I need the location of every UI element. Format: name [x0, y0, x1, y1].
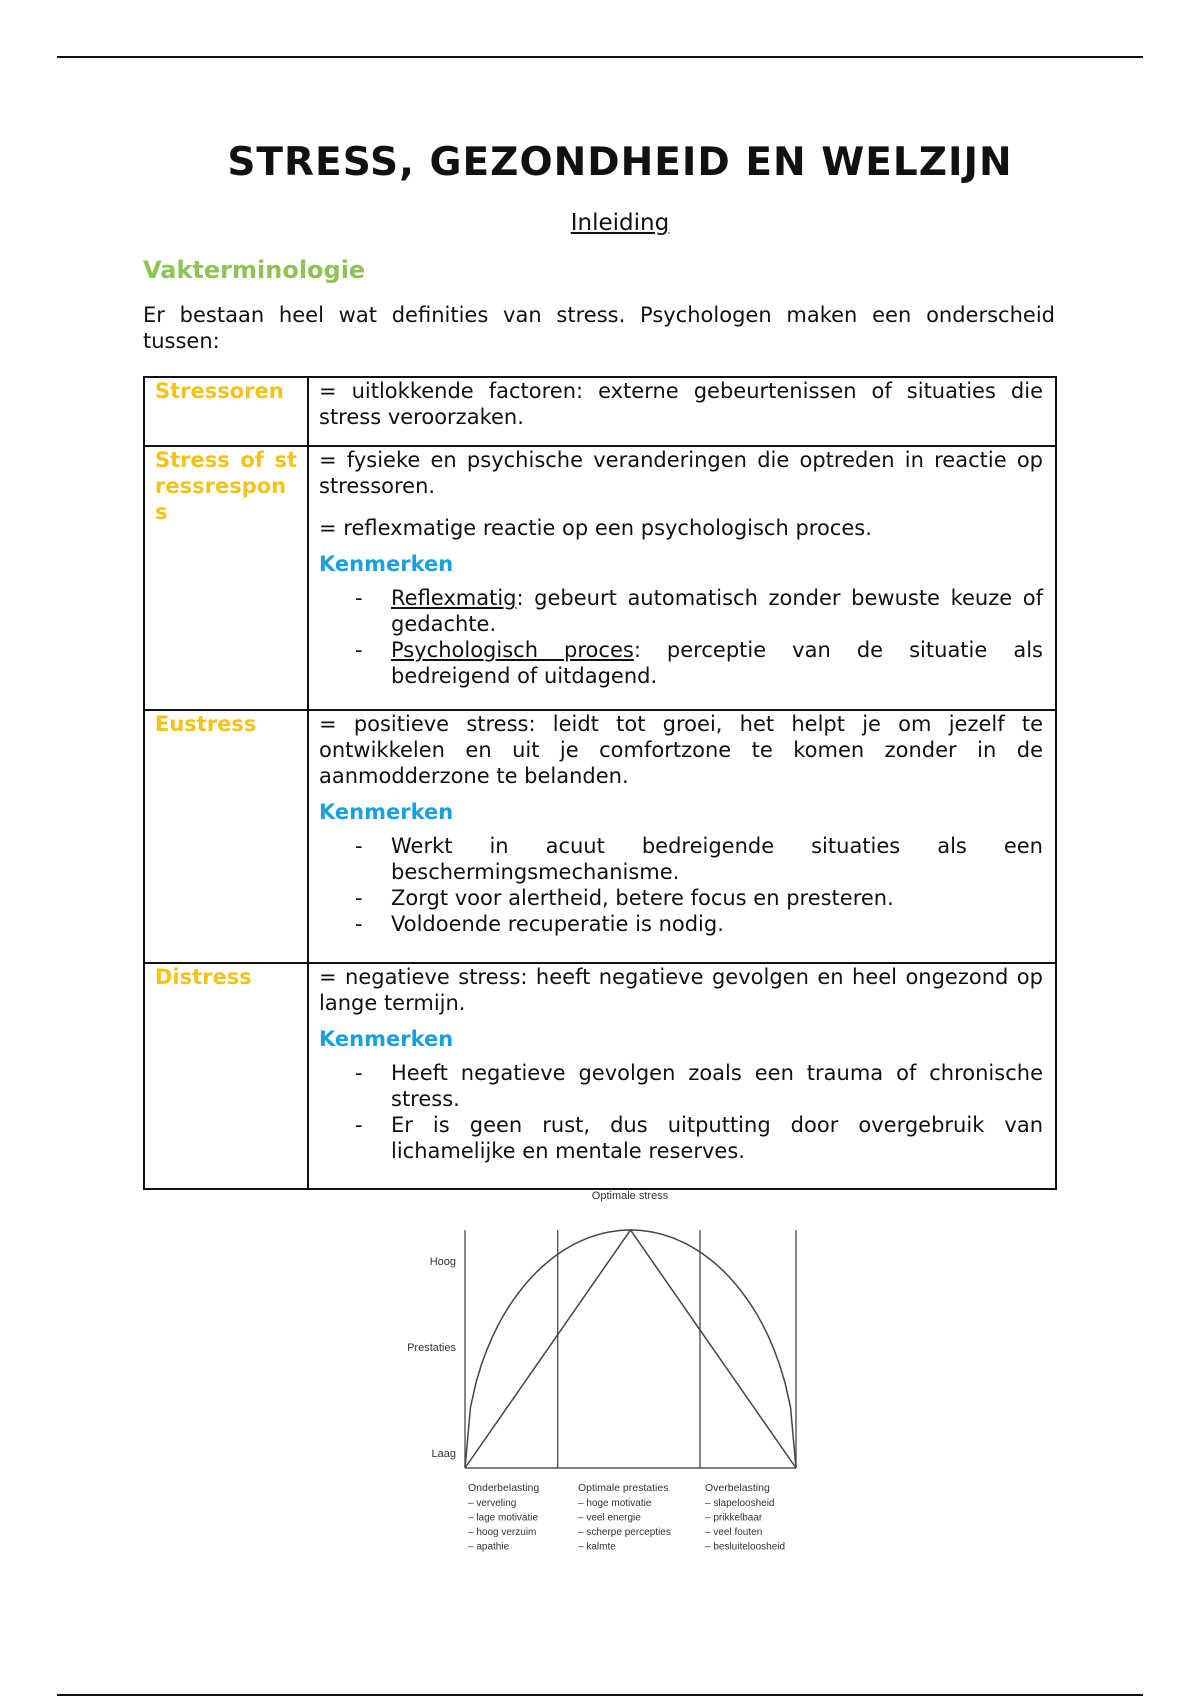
list-item [391, 585, 1043, 637]
zone-item: – scherpe percepties [578, 1527, 671, 1538]
list-item: - Zorgt voor alertheid, betere focus en presteren. [391, 885, 1043, 911]
zone-label: Optimale prestaties [578, 1482, 669, 1494]
list-item: - Voldoende recuperatie is nodig. [391, 911, 1043, 937]
list-item-term: Reflexmatig [391, 586, 517, 610]
term-cell: Stress of stressrespons [144, 446, 308, 710]
zone-item: – veel fouten [705, 1527, 763, 1538]
zone-item: – hoge motivatie [578, 1498, 652, 1509]
y-axis-label: Prestaties [407, 1342, 456, 1354]
zone-item: – slapeloosheid [705, 1498, 775, 1509]
table-row [144, 710, 1056, 963]
document-title: STRESS, GEZONDHEID EN WELZIJN [227, 140, 1013, 185]
zone-item: – veel energie [578, 1512, 641, 1524]
zone-item: – verveling [468, 1498, 517, 1509]
definition-cell [308, 377, 1056, 446]
list-item: - Werkt in acuut bedreigende situaties als een beschermingsmechanisme. [391, 833, 1043, 885]
section-heading: Vakterminologie [143, 256, 366, 284]
definition-text: = positieve stress: leidt tot groei, het helpt je om jezelf te ontwikkelen en uit je comfortzone te komen zonder in de aanmodderzone te belanden. [319, 712, 1043, 788]
kenmerken-heading: Kenmerken [319, 800, 454, 824]
table-row [144, 446, 1056, 710]
definition-cell [308, 446, 1056, 710]
chart-title: Optimale stress [591, 1190, 669, 1202]
terminology-table [143, 376, 1057, 1190]
kenmerken-heading: Kenmerken [319, 552, 454, 576]
kenmerken-list [319, 1060, 1043, 1164]
definition-text: = negatieve stress: heeft negatieve gevolgen en heel ongezond op lange termijn. [319, 965, 1043, 1015]
list-item: - Heeft negatieve gevolgen zoals een trauma of chronische stress. [391, 1060, 1043, 1112]
y-tick-label: Hoog [429, 1256, 456, 1268]
zone-item: – lage motivatie [468, 1512, 539, 1524]
zone-item: – hoog verzuim [468, 1527, 537, 1538]
definition-text: = uitlokkende factoren: externe gebeurtenissen of situaties die stress veroorzaken. [319, 379, 1043, 429]
zone-item: – kalmte [578, 1541, 616, 1553]
stress-performance-chart [400, 1185, 800, 1560]
zone-item: – besluiteloosheid [705, 1541, 786, 1553]
table-row [144, 377, 1056, 446]
chart-svg [400, 1185, 800, 1560]
list-item-text: : gebeurt automatisch zonder bewuste keuze of gedachte. [391, 586, 1043, 636]
table-row [144, 963, 1056, 1189]
zone-item: – apathie [468, 1541, 510, 1553]
term-cell: Stressoren [144, 377, 308, 446]
top-rule [57, 56, 1143, 58]
term-cell: Distress [144, 963, 308, 1189]
definition-text: = fysieke en psychische veranderingen die optreden in reactie op stressoren. [319, 448, 1043, 498]
stress-line [465, 1230, 796, 1468]
list-item-text: : perceptie van de situatie als bedreigend of uitdagend. [391, 638, 1043, 688]
definition-cell [308, 710, 1056, 963]
definition-cell [308, 963, 1056, 1189]
list-item: - Er is geen rust, dus uitputting door overgebruik van lichamelijke en mentale reserves. [391, 1112, 1043, 1164]
list-item [391, 637, 1043, 689]
zone-labels [468, 1482, 785, 1553]
kenmerken-heading: Kenmerken [319, 1027, 454, 1051]
intro-paragraph: Er bestaan heel wat definities van stress. Psychologen maken een onderscheid tussen: [143, 303, 1055, 353]
kenmerken-list [319, 585, 1043, 689]
zone-label: Onderbelasting [468, 1482, 540, 1494]
zone-lines [558, 1230, 700, 1468]
definition-text: = reflexmatige reactie op een psychologisch proces. [319, 516, 872, 540]
kenmerken-list [319, 833, 1043, 937]
zone-label: Overbelasting [705, 1482, 770, 1494]
performance-curve [465, 1230, 796, 1468]
zone-item: – prikkelbaar [705, 1512, 763, 1524]
y-tick-label: Laag [431, 1448, 456, 1460]
bottom-rule [57, 1694, 1143, 1696]
term-cell: Eustress [144, 710, 308, 963]
list-item-term: Psychologisch proces [391, 638, 634, 662]
section-subtitle: Inleiding [570, 210, 670, 236]
